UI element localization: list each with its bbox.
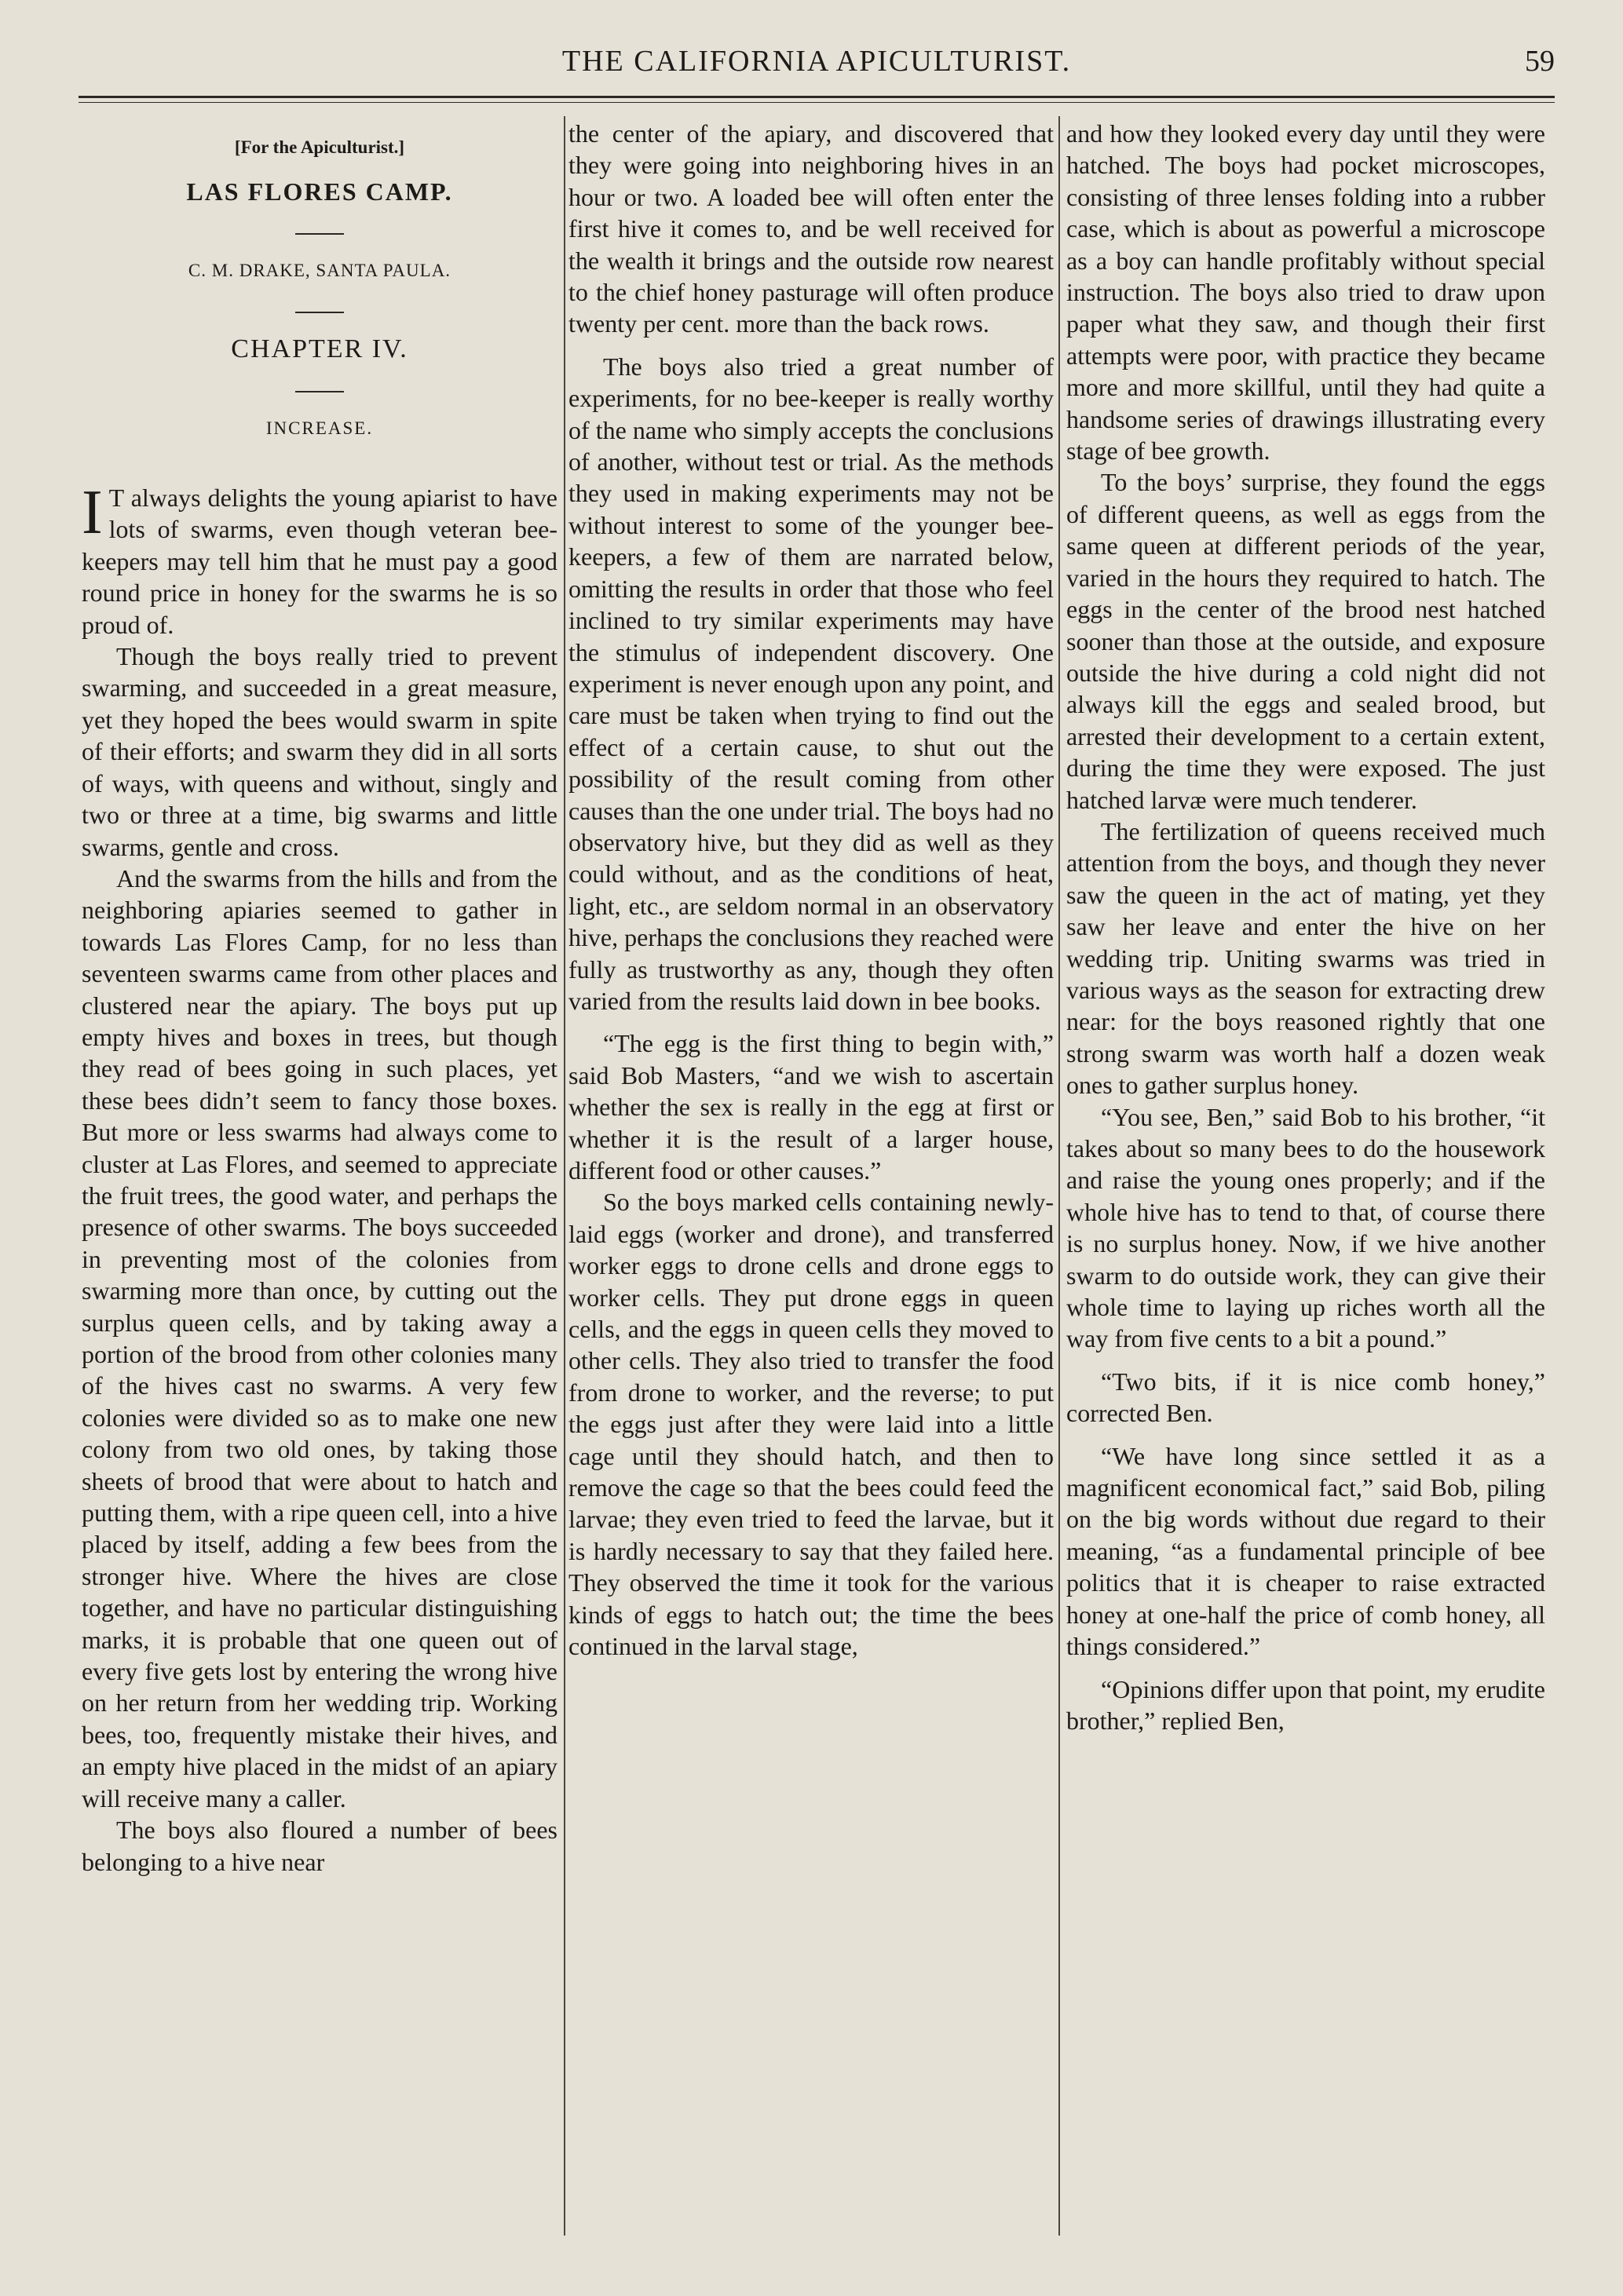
journal-title: THE CALIFORNIA APICULTURIST. — [561, 45, 1072, 78]
source-note: [For the Apiculturist.] — [234, 137, 405, 157]
text-column-3 — [1066, 118, 1545, 1736]
paragraph: “Opinions differ upon that point, my erudite brother,” replied Ben, — [1066, 1674, 1545, 1735]
paragraph: The boys also floured a number of bees belonging to a hive near — [82, 1816, 557, 1876]
section-heading: INCREASE. — [265, 418, 374, 438]
paragraph: the center of the apiary, and discovered that they were going into neighboring hives in an hour or two. A loaded bee will often enter the first hive it comes to, and be well received for the wealth it brings and the outside row nearest to the chief honey pasturage will often produce twenty per cent. more than the back rows. — [568, 119, 1054, 338]
paragraph: The fertilization of queens received much attention from the boys, and though they never saw the queen in the act of mating, yet they saw her leave and enter the hive on her wedding trip. Uniting swarms was tried in various ways as the season for extracting drew near: for the boys reasoned rightly that one strong swarm was worth half a dozen weak ones to gather surplus honey. — [1066, 816, 1545, 1100]
paragraph: To the boys’ surprise, they found the eggs of different queens, as well as eggs from the same queen at different periods of the year, varied in the hours they required to hatch. The eggs in the center of the brood nest hatched sooner than those at the outside, and exposure outside the hive during a cold night did not always kill the eggs and sealed brood, but arrested their development to a certain extent, during the time they were exposed. The just hatched larvæ were much tenderer. — [1066, 468, 1545, 814]
paragraph: and how they looked every day until they were hatched. The boys had pocket microscopes, consisting of three lenses folding into a rubber case, which is about as powerful a microscope as a boy can handle profitably without special instruction. The boys also tried to draw upon paper what they saw, and though their first attempts were poor, with practice they became more and more skillful, until they had quite a handsome series of drawings illustrating every stage of bee growth. — [1066, 119, 1545, 465]
column-divider-1 — [564, 116, 565, 2236]
article-author: C. M. DRAKE, SANTA PAULA. — [188, 260, 451, 280]
paragraph: The boys also tried a great number of experiments, for no bee-keeper is really worthy of the name who simply accepts the conclusions of another, without test or trial. As the methods they used in making experiments may not be without interest to some of the younger bee-keepers, a few of them are narrated below, omitting the results in order that those who feel inclined to try similar experiments may have the stimulus of independent discovery. One experiment is never enough upon any point, and care must be taken when trying to find out the effect of a certain cause, to shut out the possibility of the result coming from other causes than the one under trial. The boys had no observatory hive, but they did as well as they could without, and as the conditions of heat, light, etc., are seldom normal in an observatory hive, perhaps the conclusions they reached were fully as trustworthy as any, though they often varied from the results laid down in bee books. — [568, 352, 1054, 1015]
text-column-2 — [568, 118, 1054, 1663]
paragraph: “Two bits, if it is nice comb honey,” corrected Ben. — [1066, 1367, 1545, 1428]
column-divider-2 — [1058, 116, 1060, 2236]
title-divider — [295, 233, 344, 235]
chapter-divider — [295, 391, 344, 392]
page-number: 59 — [1525, 45, 1555, 78]
header-rule-thick — [79, 96, 1555, 98]
author-divider — [295, 312, 344, 313]
paragraph: So the boys marked cells containing newly-laid eggs (worker and drone), and transferred worker eggs to drone cells and drone eggs to worker cells. They put drone eggs in queen cells, and the eggs in queen cells they moved to other cells. They also tried to transfer the food from drone to worker, and the reverse; to put the eggs just after they were laid into a little cage until they should hatch, and then to remove the cage so that the bees could feed the larvae; they even tried to feed the larvae, but it is hardly necessary to say that they failed here. They observed the time it took for the various kinds of eggs to hatch out; the time the bees continued in the larval stage, — [568, 1188, 1054, 1661]
paragraph: And the swarms from the hills and from the neighboring apiaries seemed to gather in towards Las Flores Camp, for no less than seventeen swarms came from other places and clustered near the apiary. The boys put up empty hives and boxes in trees, but though they read of bees going in such places, yet these bees didn’t seem to fancy those boxes. But more or less swarms had always come to cluster at Las Flores, and seemed to appreciate the fruit trees, the good water, and perhaps the presence of other swarms. The boys succeeded in preventing most of the colonies from swarming more than once, by cutting out the surplus queen cells, and by taking away a portion of the brood from other colonies many of the hives cast no swarms. A very few colonies were divided so as to make one new colony from two old ones, by taking those sheets of brood that were about to hatch and putting them, with a ripe queen cell, into a hive placed by itself, adding a few bees from the stronger hive. Where the hives are close together, and have no particular distinguishing marks, it is probable that one queen out of every five gets lost by entering the wrong hive on her return from her wedding trip. Working bees, too, frequently mistake their hives, and an empty hive placed in the midst of an apiary will receive many a caller. — [82, 863, 557, 1812]
paragraph: “You see, Ben,” said Bob to his brother, “it takes about so many bees to do the housework and raise the young ones properly; and if the whole hive has to tend to that, of course there is no surplus honey. Now, if we hive another swarm to do outside work, they can give their whole time to laying up riches worth all the way from five cents to a bit a pound.” — [1066, 1102, 1545, 1353]
running-header — [79, 44, 1555, 83]
article-title: LAS FLORES CAMP. — [186, 177, 453, 206]
chapter-heading: CHAPTER IV. — [231, 334, 408, 364]
header-rule-thin — [79, 102, 1555, 103]
paragraph-text: T always delights the young apiarist to have lots of swarms, even though veteran bee-keepers may tell him that he must pay a good round price in honey for the swarms he is so proud of. — [82, 484, 557, 639]
paragraph: “The egg is the first thing to begin with,” said Bob Masters, “and we wish to ascertain whether the sex is really in the egg at first or whether it is the result of a larger house, different food or other causes.” — [568, 1029, 1054, 1185]
paragraph — [82, 478, 557, 641]
text-column-1 — [82, 118, 557, 1878]
paragraph: Though the boys really tried to prevent swarming, and succeeded in a great measure, yet they hoped the bees would swarm in spite of their efforts; and swarm they did in all sorts of ways, with queens and without, singly and two or three at a time, big swarms and little swarms, gentle and cross. — [82, 642, 557, 861]
paragraph: “We have long since settled it as a magnificent economical fact,” said Bob, piling on the big words without due regard to their meaning, “as a fundamental principle of bee politics that it is cheaper to raise extracted honey at one-half the price of comb honey, all things considered.” — [1066, 1441, 1545, 1661]
drop-cap: I — [82, 478, 103, 548]
